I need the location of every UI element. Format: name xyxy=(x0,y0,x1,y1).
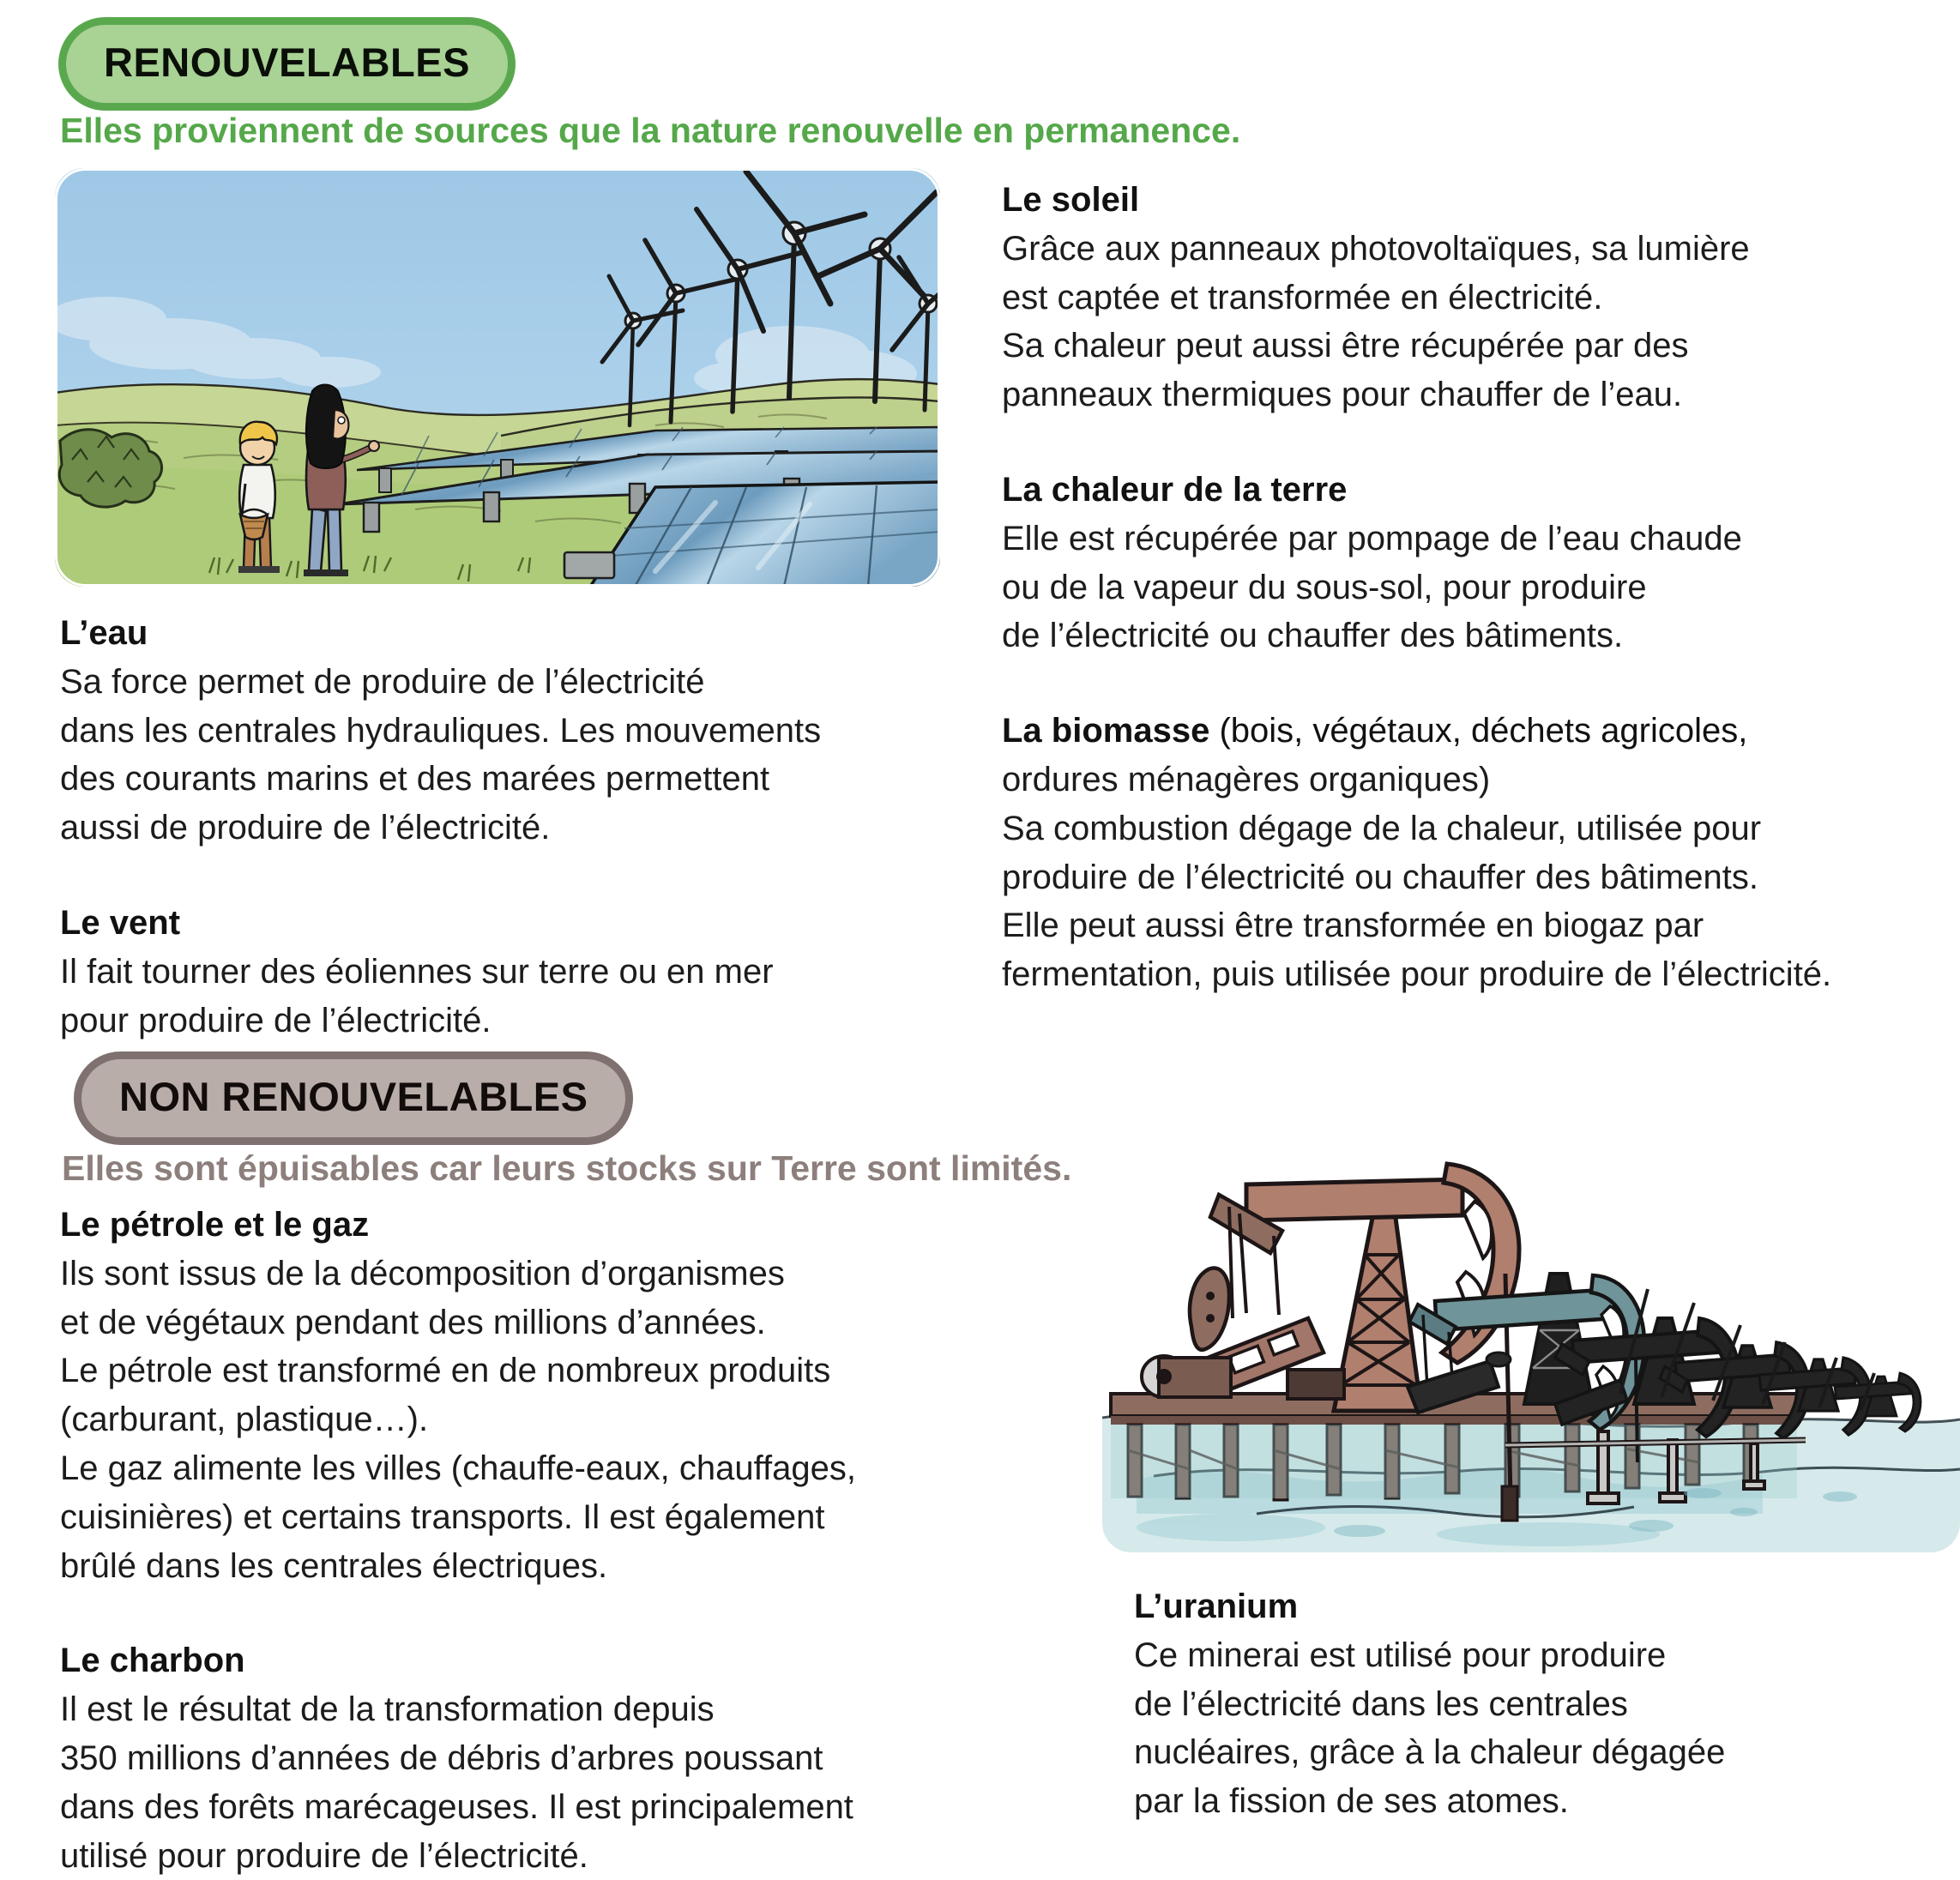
heading-la-biomasse xyxy=(1002,707,1941,756)
text-petrole-line-3: Le pétrole est transformé en de nombreux produits xyxy=(60,1352,831,1390)
heading-la-biomasse-suffix: (bois, végétaux, déchets agricoles, xyxy=(1209,712,1748,750)
nonrenewable-left-column xyxy=(60,1201,1012,1880)
text-biomasse-line-3: produire de l’électricité ou chauffer des bâtiments. xyxy=(1002,858,1758,896)
section-subtitle-renouvelables: Elles proviennent de sources que la nature renouvelle en permanence. xyxy=(60,111,1241,150)
text-charbon-line-3: dans des forêts marécageuses. Il est principalement xyxy=(60,1787,853,1826)
section-subtitle-non-renouvelables: Elles sont épuisables car leurs stocks sur Terre sont limités. xyxy=(62,1148,1072,1188)
text-petrole-line-7: brûlé dans les centrales électriques. xyxy=(60,1546,608,1585)
text-petrole-line-6: cuisinières) et certains transports. Il est également xyxy=(60,1497,825,1536)
renewable-right-column xyxy=(1002,176,1941,999)
text-uranium-line-1: Ce minerai est utilisé pour produire xyxy=(1134,1636,1667,1674)
heading-la-chaleur-text: La chaleur de la terre xyxy=(1002,470,1348,509)
text-leau-line-3: des courants marins et des marées permettent xyxy=(60,760,770,798)
text-petrole-line-4: (carburant, plastique…). xyxy=(60,1401,429,1439)
text-petrole-line-5: Le gaz alimente les villes (chauffe-eaux, chauffages, xyxy=(60,1449,856,1487)
heading-le-petrole-et-le-gaz: Le pétrole et le gaz xyxy=(60,1206,370,1244)
heading-le-vent: Le vent xyxy=(60,903,181,942)
heading-le-soleil-text: Le soleil xyxy=(1002,181,1140,219)
text-uranium-line-4: par la fission de ses atomes. xyxy=(1134,1782,1569,1821)
text-biomasse-line-5: fermentation, puis utilisée pour produire de l’électricité. xyxy=(1002,955,1832,994)
section-badge-non-renouvelables xyxy=(74,1051,633,1145)
block-le-soleil xyxy=(1002,176,1941,419)
heading-la-chaleur-de-la-terre xyxy=(1002,466,1941,515)
text-le-soleil-line-1: Grâce aux panneaux photovoltaïques, sa lumière xyxy=(1002,229,1750,268)
text-petrole-line-1: Ils sont issus de la décomposition d’organismes xyxy=(60,1254,785,1292)
block-le-petrole-et-le-gaz xyxy=(60,1201,1012,1590)
illustration-oil-pumpjacks xyxy=(1102,1016,1960,1552)
text-charbon-line-2: 350 millions d’années de débris d’arbres poussant xyxy=(60,1738,823,1777)
text-uranium-line-3: nucléaires, grâce à la chaleur dégagée xyxy=(1134,1733,1726,1772)
block-la-chaleur-de-la-terre xyxy=(1002,466,1941,660)
text-biomasse-line-1: ordures ménagères organiques) xyxy=(1002,760,1491,798)
text-leau-line-1: Sa force permet de produire de l’électricité xyxy=(60,662,705,701)
text-biomasse-line-4: Elle peut aussi être transformée en biogaz par xyxy=(1002,907,1704,945)
text-le-vent-line-2: pour produire de l’électricité. xyxy=(60,1001,492,1039)
text-le-vent-line-1: Il fait tourner des éoliennes sur terre ou en mer xyxy=(60,952,774,991)
text-charbon-line-4: utilisé pour produire de l’électricité. xyxy=(60,1836,588,1875)
block-leau xyxy=(60,609,986,853)
nonrenewable-right-column xyxy=(1134,1582,1906,1826)
text-charbon-line-1: Il est le résultat de la transformation depuis xyxy=(60,1690,715,1729)
block-la-biomasse xyxy=(1002,707,1941,999)
wind-turbines-solar-panels-svg xyxy=(55,168,940,587)
text-petrole-line-2: et de végétaux pendant des millions d’années. xyxy=(60,1303,766,1341)
text-uranium-line-2: de l’électricité dans les centrales xyxy=(1134,1684,1628,1723)
block-le-charbon xyxy=(60,1636,1012,1880)
heading-luranium: L’uranium xyxy=(1134,1588,1299,1625)
badge-label-renouvelables: RENOUVELABLES xyxy=(58,17,516,111)
text-le-soleil-line-2: est captée et transformée en électricité. xyxy=(1002,278,1603,316)
heading-le-soleil xyxy=(1002,176,1941,225)
text-biomasse-line-2: Sa combustion dégage de la chaleur, utilisée pour xyxy=(1002,809,1762,847)
text-leau-line-4: aussi de produire de l’électricité. xyxy=(60,809,551,847)
badge-label-non-renouvelables: NON RENOUVELABLES xyxy=(74,1051,633,1145)
heading-la-biomasse-text: La biomasse xyxy=(1002,712,1210,750)
text-chaleur-line-1: Elle est récupérée par pompage de l’eau chaude xyxy=(1002,519,1742,557)
block-luranium xyxy=(1134,1582,1906,1826)
text-chaleur-line-2: ou de la vapeur du sous-sol, pour produire xyxy=(1002,568,1647,606)
section-badge-renouvelables xyxy=(58,17,516,111)
text-le-soleil-line-3: Sa chaleur peut aussi être récupérée par des xyxy=(1002,327,1689,365)
renewable-left-column xyxy=(60,609,986,1045)
text-leau-line-2: dans les centrales hydrauliques. Les mouvements xyxy=(60,711,822,750)
text-chaleur-line-3: de l’électricité ou chauffer des bâtiments. xyxy=(1002,617,1624,655)
heading-le-charbon: Le charbon xyxy=(60,1642,245,1680)
illustration-renewable-landscape xyxy=(55,168,940,587)
heading-leau: L’eau xyxy=(60,614,148,652)
oil-pumpjacks-svg xyxy=(1102,1016,1960,1552)
text-le-soleil-line-4: panneaux thermiques pour chauffer de l’eau. xyxy=(1002,376,1683,414)
block-le-vent xyxy=(60,899,986,1045)
